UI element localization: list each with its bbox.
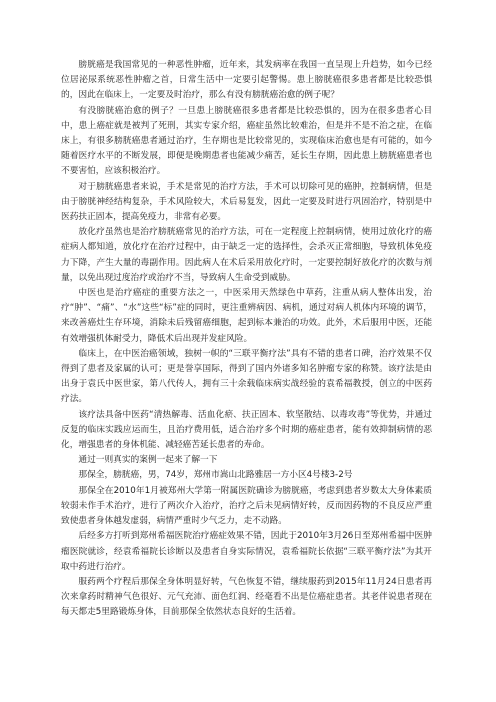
paragraph: 通过一则真实的案例一起来了解一下 <box>78 455 218 466</box>
paragraph: 有没膀胱癌治愈的例子？一旦患上膀胱癌很多患者都是比较恐惧的，因为在很多患者心目中，患上癌症就是被判了死刑，其实专家介绍，癌症虽然比较难治，但是并不是不治之症，在临床上，有很多膀胱癌患者通过治疗，生存期也是比较常见的，实现临床治愈也是有可能的，如今随着医疗水平的不断发展，即便是晚期患者也能减少痛苦，延长生存期，因此患上膀胱癌患者也不要害怕，应该积极治疗。 <box>61 105 432 177</box>
paragraph: 服药两个疗程后那保全身体明显好转，气色恢复不错，继续服药到2015年11月24日患者再次来拿药时精神气色很好、元气充沛、面色红润、经毫看不出是位癌症患者。其老伴说患者现在每天都走5里路锻炼身体，目前那保全依然状态良好的生活着。 <box>61 576 432 618</box>
paragraph: 该疗法具备中医药“清热解毒、活血化瘀、扶正固本、软坚散结、以毒攻毒”等优势，并通过反复的临床实践应运而生，且治疗费用低，适合治疗多个时期的癌症患者，能有效抑制病情的恶化，增强患者的身体机能、减轻癌苦延长患者的寿命。 <box>61 409 432 451</box>
article-body <box>61 58 432 621</box>
paragraph: 那保全在2010年1月被郑州大学第一附属医院确诊为膀胱癌，考虑到患者岁数太大身体素质较弱未作手术治疗，进行了两次介入治疗，治疗之后未见病情好转，反而因药物的不良反应严重致使患者身体越发虚弱，病情严重时少气乏力，走不动路。 <box>61 485 432 527</box>
paragraph: 膀胱癌是我国常见的一种恶性肿瘤，近年来，其发病率在我国一直呈现上升趋势，如今已经位居泌尿系统恶性肿瘤之首，日常生活中一定要引起警惕。患上膀胱癌很多患者都是比较恐惧的，因此在临床上，一定要及时治疗，那么有没有膀胱癌治愈的例子呢？ <box>61 60 432 101</box>
paragraph: 临床上，在中医治癌领域，独树一帜的“三联平衡疗法”具有不错的患者口碑，治疗效果不仅得到了患者及家属的认可；更是誉享国际，得到了国内外诸多知名肿瘤专家的称赞。该疗法是由出身于袁氏中医世家，第八代传人，拥有三十余载临床病实战经验的袁希福教授，创立的中医药疗法。 <box>61 348 432 405</box>
paragraph: 放化疗虽然也是治疗膀胱癌常见的治疗方法，可在一定程度上控制病情，使用过放化疗的癌症病人都知道，放化疗在治疗过程中，由于缺乏一定的选择性，会杀灭正常细胞，导致机体免疫力下降，产生大量的毒副作用。因此病人在术后采用放化疗时，一定要控制好放化疗的次数与剂量，以免出现过度治疗或治疗不当，导致病人生命受到威胁。 <box>61 227 432 283</box>
paragraph: 那保全，膀胱癌，男，74岁，郑州市嵩山北路雅居一方小区4号楼3-2号 <box>78 470 353 481</box>
paragraph: 后经多方打听到郑州希福医院治疗癌症效果不错，因此于2010年3月26日至郑州希福中医肿瘤医院就诊，经袁希福院长诊断以及患者自身实际情况，袁希福院长依据“三联平衡疗法”为其开取中药进行治疗。 <box>61 531 432 572</box>
paragraph: 对于膀胱癌患者来说，手术是常见的治疗方法，手术可以切除可见的癌肿，控制病情，但是由于膀胱神经结构复杂，手术风险较大，术后易复发，因此一定要及时进行巩固治疗，特别是中医药扶正固本，提高免疫力，非常有必要。 <box>61 181 432 223</box>
paragraph: 中医也是治疗癌症的重要方法之一，中医采用天然绿色中草药，注重从病人整体出发，治疗“肿”、“痛”、“水”这些“标”症的同时，更注重辨病因、病机，通过对病人机体内环境的调节，来改善癌灶生存环境，消除未后残留癌细胞，起到标本兼治的功效。此外，术后服用中医，还能有效增强机体耐受力，降低术后出现并发症风险。 <box>61 288 432 344</box>
